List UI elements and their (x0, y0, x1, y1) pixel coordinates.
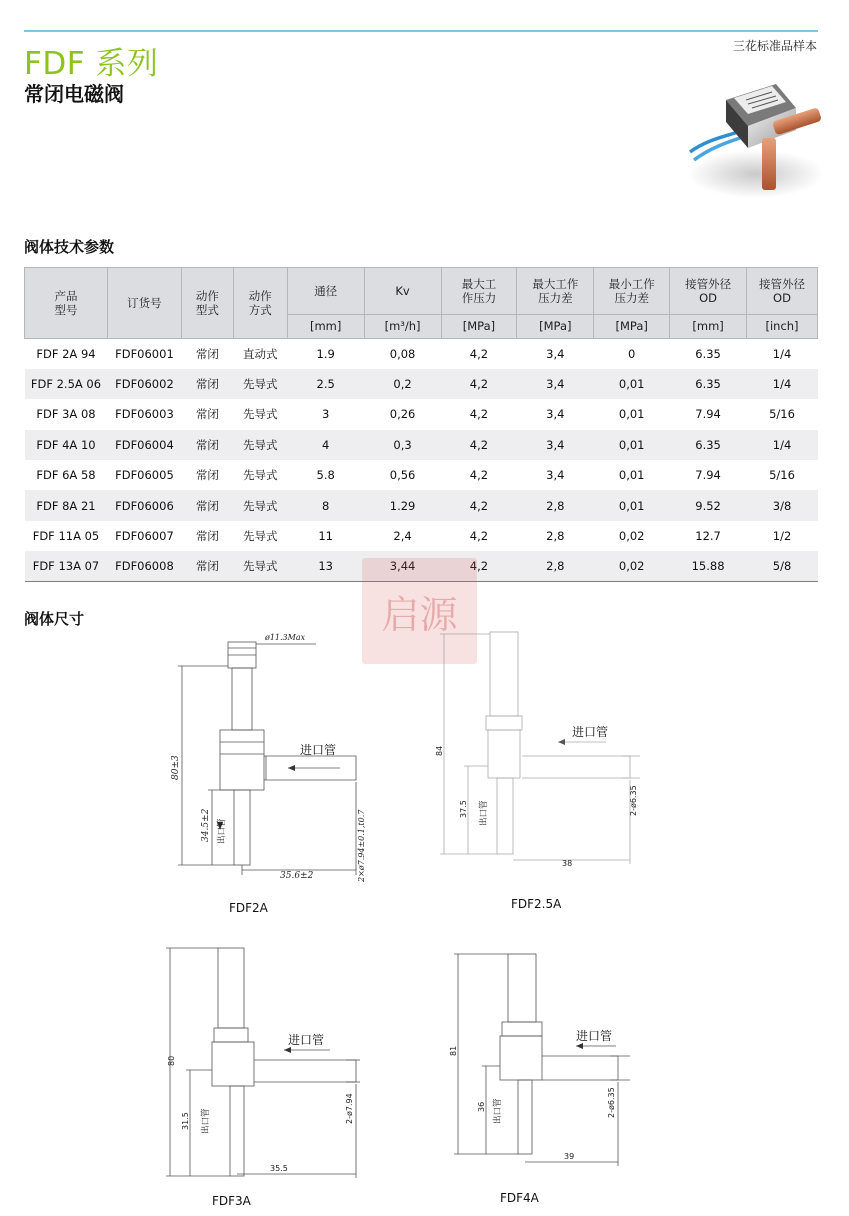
table-cell: 常闭 (181, 430, 233, 460)
table-cell: 4,2 (441, 430, 517, 460)
dim-outlet-label: 37.5 (459, 800, 468, 818)
table-cell: 0,26 (389, 407, 416, 422)
table-cell: FDF 3A 08 (36, 407, 96, 422)
table-header-cell (181, 268, 233, 339)
table-header-text: 型号 (54, 303, 78, 317)
table-cell: 0,02 (618, 529, 645, 544)
drawing-fdf4a (446, 952, 636, 1177)
table-cell: 先导式 (243, 407, 278, 422)
table-cell: FDF06007 (115, 529, 174, 544)
table-unit-cell: [MPa] (517, 315, 594, 339)
drawing-fdf3a (160, 946, 360, 1186)
caption-fdf3a: FDF3A (212, 1194, 251, 1208)
table-cell: FDF06004 (107, 430, 181, 460)
table-row (25, 399, 818, 429)
table-header-text: OD (699, 291, 718, 305)
table-cell: 0,08 (389, 346, 416, 361)
watermark-stamp: 启源 (362, 558, 477, 664)
dim-outlet-label: 34.5±2 (201, 808, 211, 842)
table-header-cell (747, 268, 818, 315)
table-cell: 3,4 (546, 407, 565, 422)
table-cell: FDF06006 (107, 490, 181, 520)
table-row (25, 490, 818, 520)
table-header-cell (233, 268, 287, 339)
table-row (25, 430, 818, 460)
table-cell: 5/8 (747, 551, 818, 581)
dim-outlet-label: 36 (477, 1101, 486, 1112)
table-cell: 3 (322, 407, 330, 422)
table-header-text: 产品 (54, 288, 78, 303)
inlet-label: 进口管 (576, 1029, 613, 1043)
inlet-label: 进口管 (288, 1033, 325, 1047)
table-cell: FDF 4A 10 (25, 430, 108, 460)
table-cell: 常闭 (195, 346, 219, 361)
table-cell: 直动式 (243, 346, 278, 361)
table-cell: 7.94 (695, 407, 721, 422)
table-header-text: 接管外径 (685, 276, 732, 291)
table-cell: 3,44 (364, 551, 441, 581)
table-cell: 常闭 (195, 529, 219, 544)
table-unit-cell: [m³/h] (364, 315, 441, 339)
table-cell: 2.5 (287, 369, 364, 399)
table-cell: FDF 8A 21 (25, 490, 108, 520)
table-cell: 0,2 (364, 369, 441, 399)
table-header-row (25, 268, 818, 315)
dim-width-label: 38 (562, 859, 573, 868)
dim-width-label: 35.6±2 (280, 871, 314, 881)
table-cell: 13 (287, 551, 364, 581)
outlet-label: 出口管 (479, 800, 489, 826)
table-cell: 6.35 (695, 346, 721, 361)
table-row (25, 339, 818, 369)
dim-width-label: 35.5 (270, 1164, 288, 1173)
dim-pipe-label: 2×ø7.94±0.1,t0.7 (357, 809, 366, 882)
table-cell: 11 (318, 529, 333, 544)
table-cell: 0,01 (594, 369, 670, 399)
table-cell: 6.35 (670, 369, 747, 399)
table-header-text: OD (773, 291, 791, 305)
table-cell: 2,8 (517, 551, 594, 581)
table-cell: 常闭 (181, 490, 233, 520)
table-cell: 0,01 (618, 407, 645, 422)
spec-table (24, 267, 818, 582)
table-body (25, 339, 818, 582)
table-cell: 4,2 (469, 468, 489, 483)
table-cell: 5/16 (769, 407, 795, 422)
table-cell: FDF 13A 07 (25, 551, 108, 581)
table-cell: FDF06003 (115, 407, 174, 422)
table-cell: 3/8 (747, 490, 818, 520)
dim-height-label: 84 (435, 745, 444, 756)
dim-outlet-label: 31.5 (181, 1112, 190, 1130)
table-cell: 4,2 (441, 490, 517, 520)
outlet-label: 出口管 (201, 1108, 211, 1134)
table-cell: 先导式 (233, 551, 287, 581)
table-header-cell (517, 268, 594, 315)
table-header-cell (25, 268, 108, 339)
table-cell: 6.35 (670, 430, 747, 460)
table-cell: FDF06005 (115, 468, 174, 483)
table-cell: 先导式 (243, 468, 278, 483)
dim-height-label: 80 (167, 1055, 176, 1066)
table-cell: 12.7 (695, 529, 721, 544)
table-cell: 0,01 (594, 490, 670, 520)
dim-height-label: 80±3 (171, 755, 181, 780)
table-cell: 1/4 (772, 346, 792, 361)
table-cell: 1/4 (747, 430, 818, 460)
table-header-cell (670, 268, 747, 315)
catalog-label: 三花标准品样本 (732, 39, 817, 53)
table-cell: 4,2 (469, 346, 489, 361)
table-header-text: 最小工作 (608, 276, 655, 291)
dim-pipe-label: 2-ø6.35 (607, 1087, 616, 1118)
table-cell: 常闭 (181, 551, 233, 581)
table-cell: 先导式 (233, 430, 287, 460)
table-header-text: 最大工 (461, 276, 497, 291)
dim-top-label: ø11.3Max (265, 633, 306, 642)
table-cell: 2,8 (517, 490, 594, 520)
table-cell: 1.9 (316, 346, 335, 361)
table-cell: 0,02 (594, 551, 670, 581)
table-header-cell (364, 268, 441, 315)
section-heading-dimensions: 阀体尺寸 (24, 610, 85, 628)
table-cell: 1.29 (364, 490, 441, 520)
table-cell: 0,3 (364, 430, 441, 460)
table-cell: 0,01 (594, 430, 670, 460)
table-cell: FDF 2.5A 06 (25, 369, 108, 399)
table-header-text: 动作 (248, 288, 272, 303)
table-cell: FDF 6A 58 (36, 468, 96, 483)
table-header-text: Kv (395, 283, 410, 298)
caption-fdf25a: FDF2.5A (511, 897, 562, 911)
table-unit-cell: [MPa] (594, 315, 670, 339)
table-header-cell (287, 268, 364, 315)
table-header-text: 通径 (314, 283, 338, 298)
top-rule (24, 30, 818, 32)
table-header-text: 接管外径 (759, 276, 805, 291)
table-cell: 4 (287, 430, 364, 460)
table-cell: 5.8 (316, 468, 335, 483)
table-cell: 9.52 (670, 490, 747, 520)
table-cell: 0,56 (389, 468, 416, 483)
table-header-text: 方式 (248, 303, 272, 317)
table-unit-cell: [inch] (747, 315, 818, 339)
dim-pipe-label: 2-ø7.94 (345, 1093, 354, 1124)
drawing-fdf2a (168, 630, 368, 885)
table-cell: 2,8 (546, 529, 565, 544)
table-header-text: 压力差 (614, 291, 649, 305)
table-cell: 4,2 (469, 529, 489, 544)
dim-pipe-label: 2-ø6.35 (629, 785, 638, 816)
table-cell: 0,01 (618, 468, 645, 483)
table-cell: 0 (628, 346, 636, 361)
product-photo (676, 62, 826, 202)
table-cell: 常闭 (195, 407, 219, 422)
inlet-label: 进口管 (572, 725, 609, 739)
table-cell: 4,2 (441, 369, 517, 399)
table-unit-cell: [MPa] (441, 315, 517, 339)
table-header-text: 型式 (195, 303, 219, 317)
table-cell: 5/16 (769, 468, 795, 483)
table-cell: 3,4 (546, 346, 565, 361)
product-subtitle: 常闭电磁阀 (24, 82, 124, 106)
outlet-label: 出口管 (493, 1098, 503, 1124)
table-row (25, 460, 818, 490)
table-unit-cell: [mm] (287, 315, 364, 339)
table-cell: 1/2 (772, 529, 792, 544)
table-cell: 常闭 (195, 468, 219, 483)
table-header-text: 最大工作 (532, 276, 579, 291)
table-cell: 3,4 (546, 468, 565, 483)
caption-fdf2a: FDF2A (229, 901, 268, 915)
series-title: FDF 系列 (24, 46, 159, 82)
dim-width-label: 39 (564, 1152, 575, 1161)
table-unit-cell: [mm] (670, 315, 747, 339)
caption-fdf4a: FDF4A (500, 1191, 539, 1205)
table-cell: 4,2 (441, 551, 517, 581)
section-heading-tech-params: 阀体技术参数 (24, 238, 115, 256)
table-cell: FDF06002 (107, 369, 181, 399)
table-cell: 3,4 (517, 430, 594, 460)
drawing-fdf25a (430, 632, 640, 872)
table-cell: 先导式 (233, 490, 287, 520)
table-cell: 7.94 (695, 468, 721, 483)
table-cell: 1/4 (747, 369, 818, 399)
inlet-label: 进口管 (300, 743, 337, 757)
table-cell: FDF 2A 94 (36, 346, 96, 361)
table-cell: 4,2 (469, 407, 489, 422)
table-cell: 2,4 (393, 529, 412, 544)
table-row (25, 369, 818, 399)
outlet-label: 出口管 (217, 818, 227, 844)
table-cell: FDF06008 (107, 551, 181, 581)
table-cell: 8 (287, 490, 364, 520)
table-cell: 常闭 (181, 369, 233, 399)
table-cell: FDF 11A 05 (32, 529, 100, 544)
table-header-text: 作压力 (461, 291, 497, 305)
table-header-text: 压力差 (538, 291, 573, 305)
dim-height-label: 81 (449, 1045, 458, 1056)
table-cell: 先导式 (243, 529, 278, 544)
table-header-cell (441, 268, 517, 315)
table-header-cell (594, 268, 670, 315)
table-header-cell (107, 268, 181, 339)
table-cell: 先导式 (233, 369, 287, 399)
table-cell: 15.88 (670, 551, 747, 581)
table-cell: FDF06001 (115, 346, 174, 361)
table-row (25, 521, 818, 551)
table-cell: 3,4 (517, 369, 594, 399)
table-header-text: 订货号 (127, 295, 162, 310)
table-header-text: 动作 (195, 288, 219, 303)
